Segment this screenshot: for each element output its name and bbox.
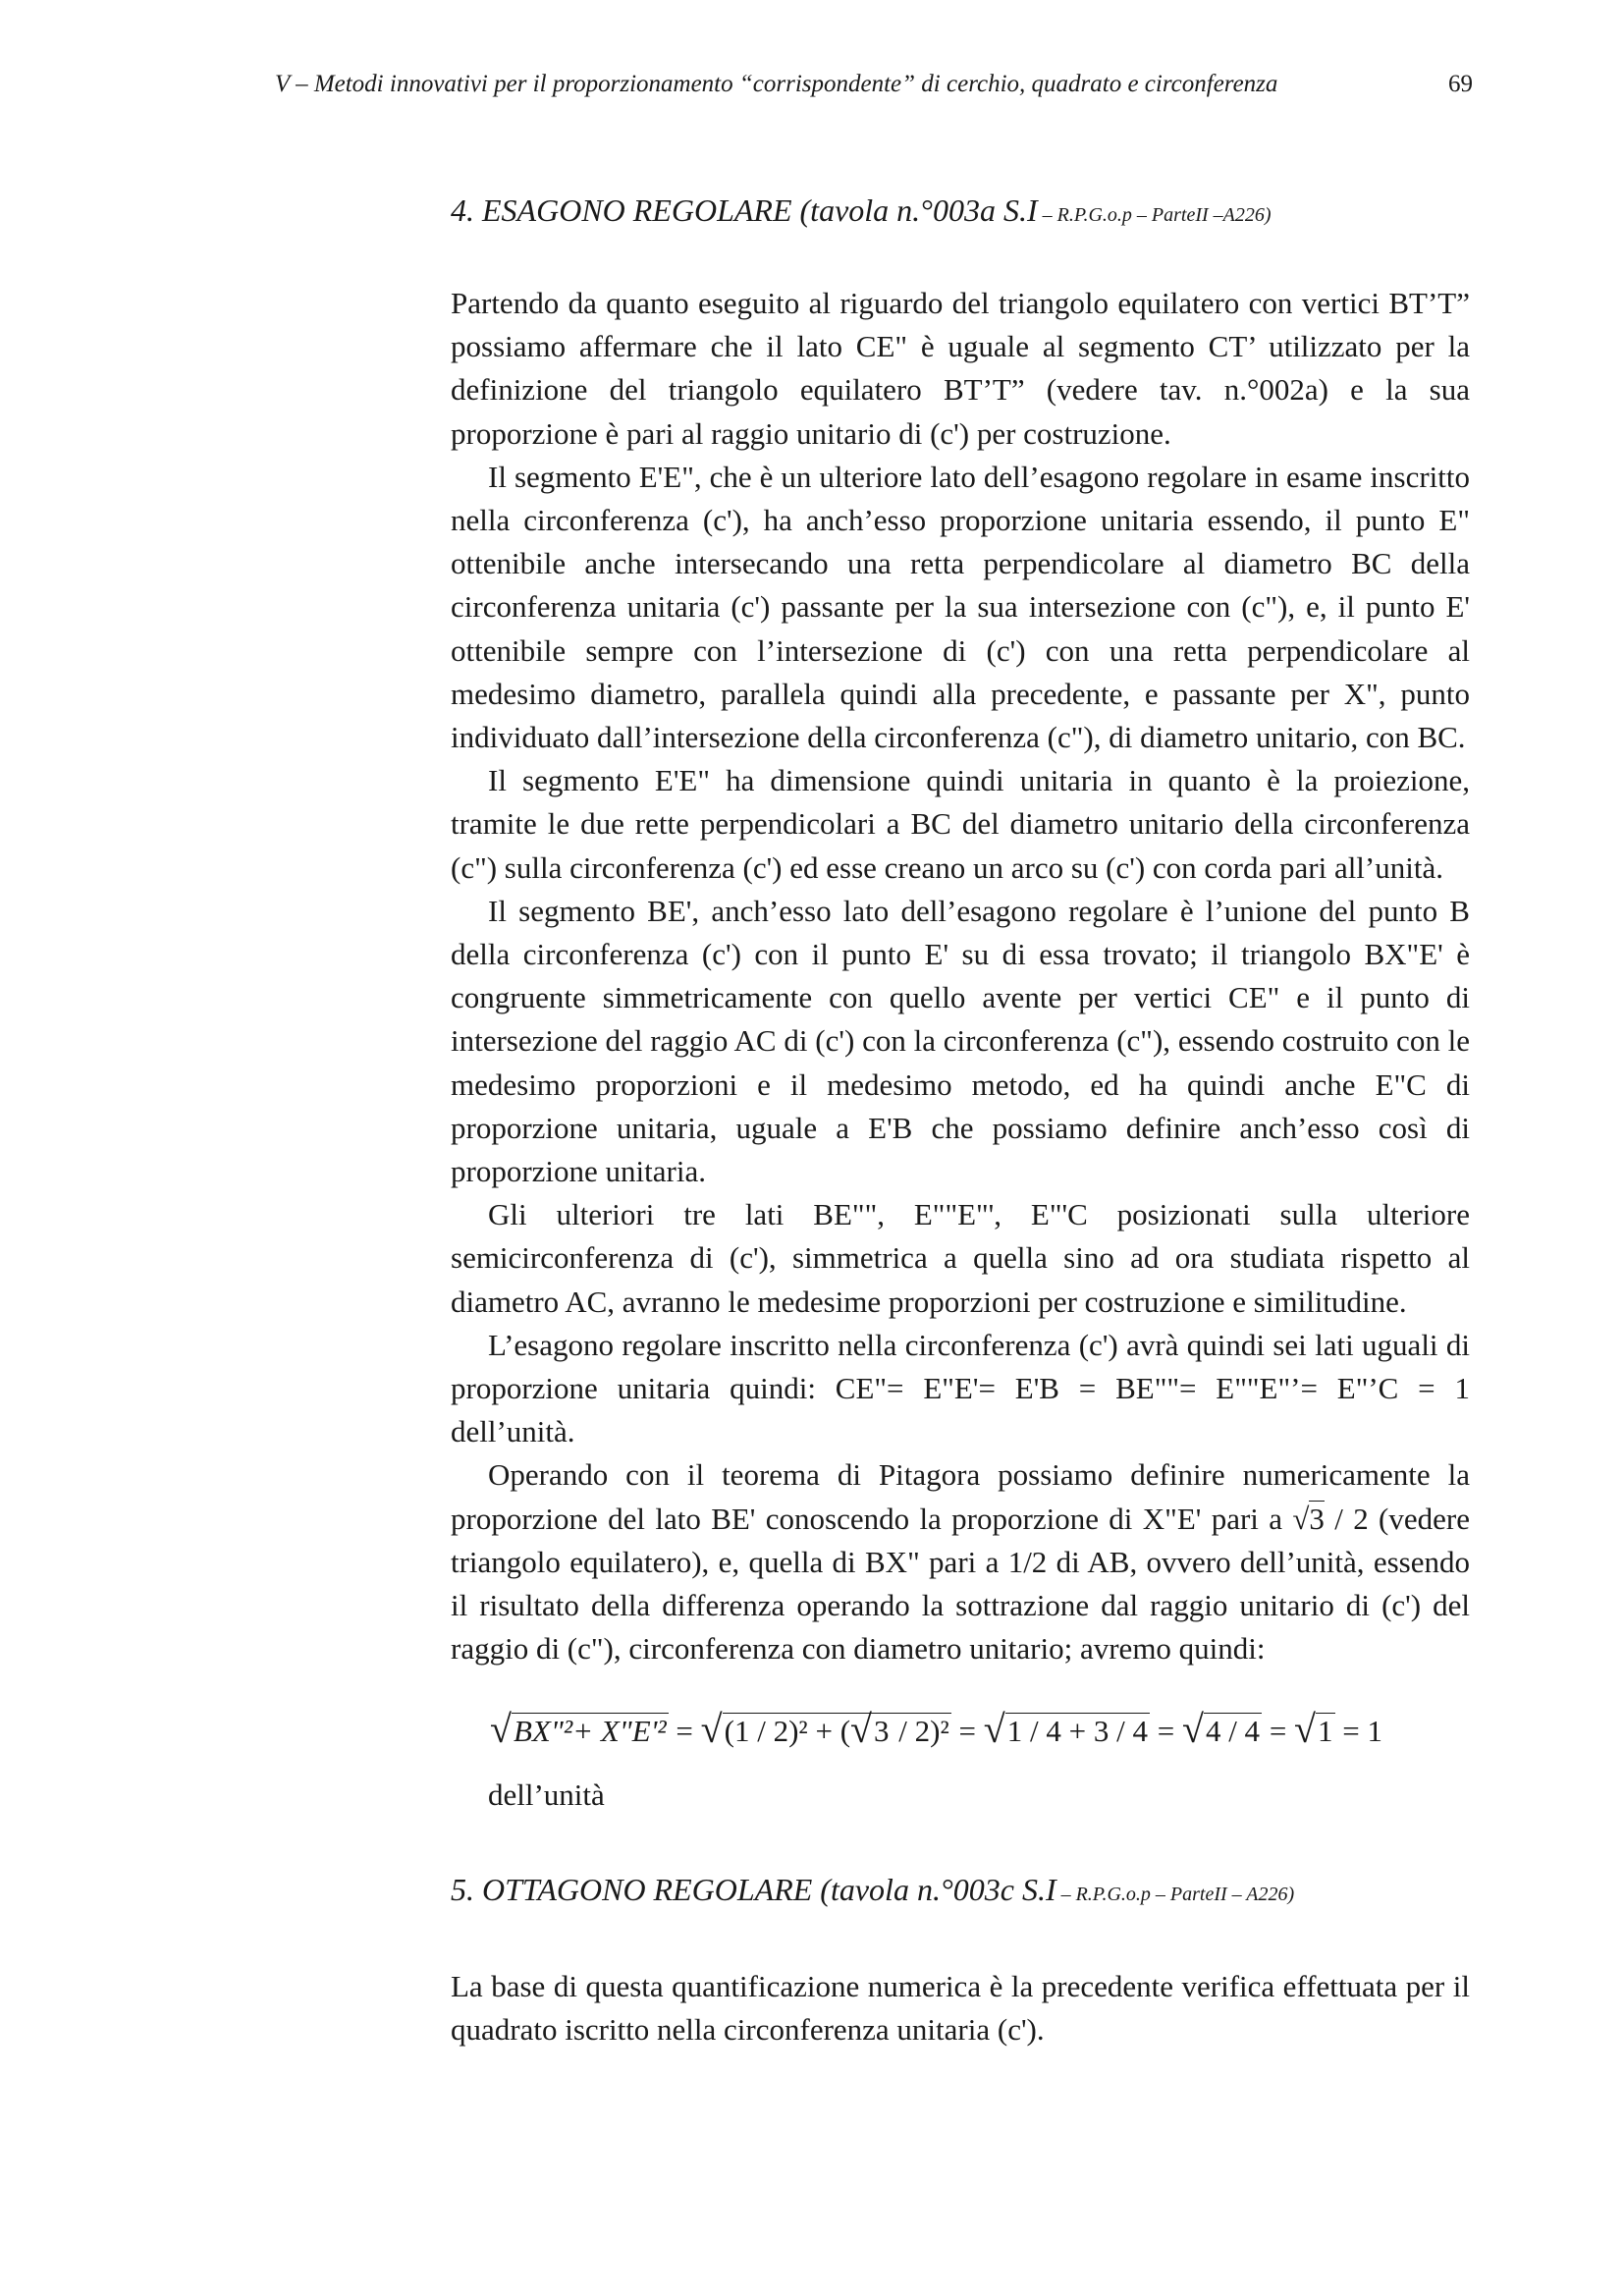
page-body xyxy=(451,189,1470,2051)
pitagora-text-after: / 2 (vedere triangolo equilatero), e, quella di BX" pari a 1/2 di AB, ovvero dell’unità, essendo il risultato della differenza operando la sottrazione dal raggio unitario di (c') del raggio di (c"), circonferenza con diametro unitario; avremo quindi: xyxy=(451,1501,1470,1667)
paragraph: Il segmento E'E", che è un ulteriore lato dell’esagono regolare in esame inscritto nella circonferenza (c'), ha anch’esso proporzione unitaria essendo, il punto E" ottenibile anche intersecando una retta perpendicolare al diametro BC della circonferenza unitaria (c') passante per la sua intersezione con (c"), e, il punto E' ottenibile sempre con l’intersezione di (c') con una retta perpendicolare al medesimo diametro, parallela quindi alla precedente, e passante per X", punto individuato dall’intersezione della circonferenza (c"), di diametro unitario, con BC. xyxy=(451,459,1470,755)
radical-2 xyxy=(701,1707,951,1756)
radicand-3: 1 / 4 + 3 / 4 xyxy=(1006,1713,1148,1748)
section-5-title-ref: – R.P.G.o.p – ParteII – A226) xyxy=(1056,1883,1295,1905)
section-5-title xyxy=(451,1868,1470,1916)
radicand-2-root: 3 xyxy=(874,1713,890,1748)
section-5-title-main: 5. OTTAGONO REGOLARE (tavola n.°003c S.I xyxy=(451,1871,1056,1907)
page-number: 69 xyxy=(1448,71,1473,97)
paragraph: L’esagono regolare inscritto nella circonferenza (c') avrà quindi sei lati uguali di proporzione unitaria quindi: CE"= E"E'= E'B = BE""= E""E"’= E"’C = 1 dell’unità. xyxy=(451,1327,1470,1449)
pitagora-paragraph xyxy=(451,1453,1470,1670)
unit-label: dell’unità xyxy=(488,1777,605,1812)
radical-1 xyxy=(490,1707,669,1756)
paragraph: Il segmento E'E" ha dimensione quindi unitaria in quanto è la proiezione, tramite le due rette perpendicolari a BC del diametro unitario della circonferenza (c") sulla circonferenza (c') ed esse creano un arco su (c') con corda pari all’unità. xyxy=(451,763,1470,885)
equals-1: = xyxy=(668,1713,701,1748)
radical-3 xyxy=(984,1707,1150,1756)
section-4-title xyxy=(451,189,1470,237)
equals-2: = xyxy=(950,1713,984,1748)
paragraph: Partendo da quanto eseguito al riguardo del triangolo equilatero con vertici BT’T” possiamo affermare che il lato CE" è uguale al segmento CT’ utilizzato per la definizione del triangolo equilatero BT’T” (vedere tav. n.°002a) e la sua proporzione è pari al raggio unitario di (c') per costruzione. xyxy=(451,286,1470,451)
section-4-title-ref: – R.P.G.o.p – ParteII –A226) xyxy=(1037,204,1272,226)
radical-4 xyxy=(1182,1707,1262,1756)
radicand-4: 4 / 4 xyxy=(1205,1713,1261,1748)
paragraph: La base di questa quantificazione numerica è la precedente verifica effettuata per il quadrato iscritto nella circonferenza unitaria (c'). xyxy=(451,1968,1470,2047)
radicand-2a: (1 / 2)² + ( xyxy=(724,1713,851,1748)
section-4-title-main: 4. ESAGONO REGOLARE (tavola n.°003a S.I xyxy=(451,192,1038,228)
sqrt-inline-value: 3 xyxy=(1309,1501,1325,1536)
running-title: V – Metodi innovativi per il proporzionamento “corrispondente” di cerchio, quadrato e circonferenza xyxy=(275,71,1278,97)
radical-2-inner xyxy=(850,1707,892,1756)
sqrt-inline: √3 xyxy=(1292,1501,1325,1536)
running-header xyxy=(275,71,1473,110)
formula-result: = 1 xyxy=(1334,1713,1383,1748)
paragraph: Gli ulteriori tre lati BE"", E""E"', E"'C posizionati sulla ulteriore semicirconferenza di (c'), simmetrica a quella sino ad ora studiata rispetto al diametro AC, avranno le medesime proporzioni per costruzione e similitudine. xyxy=(451,1197,1470,1319)
radicand-2b: / 2)² xyxy=(891,1713,949,1748)
equals-4: = xyxy=(1262,1713,1295,1748)
pitagora-formula xyxy=(490,1707,1470,1770)
radical-5 xyxy=(1294,1707,1335,1756)
equals-3: = xyxy=(1149,1713,1182,1748)
paragraph: Il segmento BE', anch’esso lato dell’esagono regolare è l’unione del punto B della circonferenza (c') con il punto E' su di essa trovato; il triangolo BX"E' è congruente simmetricamente con quello avente per vertici CE" e il punto di intersezione del raggio AC di (c') con la circonferenza (c"), essendo costruito con le medesimo proporzioni e il medesimo metodo, ed ha quindi anche E"C di proporzione unitaria, uguale a E'B che possiamo definire anch’esso così di proporzione unitaria. xyxy=(451,893,1470,1189)
pitagora-text-before: Operando con il teorema di Pitagora possiamo definire numericamente la proporzione del lato BE' conoscendo la proporzione di X"E' pari a xyxy=(451,1457,1470,1536)
radicand-1: BX"²+ X"E'² xyxy=(514,1713,667,1748)
radicand-5: 1 xyxy=(1318,1713,1333,1748)
